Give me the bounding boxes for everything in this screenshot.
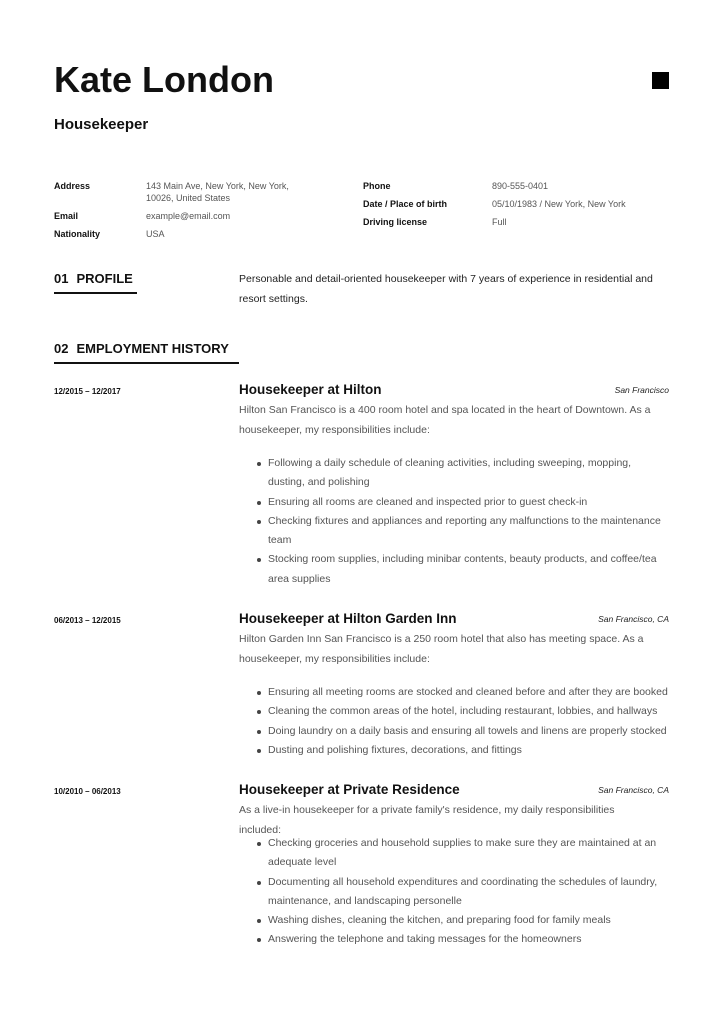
job-dates: 06/2013 – 12/2015 bbox=[54, 616, 121, 625]
decorative-square bbox=[652, 72, 669, 89]
detail-label: Date / Place of birth bbox=[363, 199, 448, 209]
detail-value-nationality: USA bbox=[146, 229, 165, 239]
job-responsibilities bbox=[268, 454, 670, 589]
list-item: Checking groceries and household supplies to make sure they are maintained at an adequate level bbox=[268, 834, 670, 873]
detail-row-birth bbox=[363, 198, 682, 210]
job-location: San Francisco, CA bbox=[598, 614, 669, 624]
detail-value-address: 143 Main Ave, New York, New York, 10026, United States bbox=[146, 181, 289, 203]
job-position: Housekeeper at Hilton bbox=[239, 382, 382, 397]
detail-label: Nationality bbox=[54, 229, 101, 239]
detail-row-license bbox=[363, 216, 682, 228]
section-number: 01 bbox=[54, 271, 69, 286]
detail-row-nationality bbox=[54, 228, 316, 240]
job-description: Hilton San Francisco is a 400 room hotel and spa located in the heart of Downtown. As a housekeeper, my responsibilities include: bbox=[239, 404, 651, 436]
profile-summary: Personable and detail-oriented housekeeper with 7 years of experience in residential and resort settings. bbox=[239, 273, 653, 305]
detail-label: Phone bbox=[363, 181, 391, 191]
list-item: Cleaning the common areas of the hotel, including restaurant, lobbies, and hallways bbox=[268, 702, 670, 721]
job-position: Housekeeper at Private Residence bbox=[239, 782, 460, 797]
list-item: Stocking room supplies, including minibar contents, beauty products, and coffee/tea area supplies bbox=[268, 550, 670, 589]
job-location: San Francisco bbox=[614, 385, 669, 395]
job-description: As a live-in housekeeper for a private family's residence, my daily responsibilities included: bbox=[239, 804, 615, 836]
section-title: EMPLOYMENT HISTORY bbox=[76, 341, 229, 356]
detail-value-phone: 890-555-0401 bbox=[492, 181, 549, 191]
detail-row-address bbox=[54, 180, 316, 204]
personal-details-left bbox=[54, 180, 316, 246]
section-number: 02 bbox=[54, 341, 69, 356]
list-item: Ensuring all rooms are cleaned and inspected prior to guest check-in bbox=[268, 493, 670, 512]
list-item: Dusting and polishing fixtures, decorations, and fittings bbox=[268, 741, 670, 760]
job-responsibilities bbox=[268, 834, 670, 950]
detail-label: Email bbox=[54, 211, 79, 221]
personal-details-right bbox=[363, 180, 682, 234]
employment-underline bbox=[54, 362, 239, 364]
job-dates: 12/2015 – 12/2017 bbox=[54, 387, 121, 396]
list-item: Ensuring all meeting rooms are stocked and cleaned before and after they are booked bbox=[268, 683, 670, 702]
detail-row-phone bbox=[363, 180, 682, 192]
list-item: Doing laundry on a daily basis and ensuring all towels and linens are properly stocked bbox=[268, 722, 670, 741]
profile-heading bbox=[54, 271, 133, 287]
detail-label: Address bbox=[54, 181, 91, 191]
job-dates: 10/2010 – 06/2013 bbox=[54, 787, 121, 796]
detail-row-email bbox=[54, 210, 316, 222]
list-item: Washing dishes, cleaning the kitchen, and preparing food for family meals bbox=[268, 911, 670, 930]
job-title: Housekeeper bbox=[54, 116, 149, 133]
list-item: Documenting all household expenditures and coordinating the schedules of laundry, maintenance, and landscaping personelle bbox=[268, 873, 670, 912]
profile-underline bbox=[54, 292, 137, 294]
detail-value-email: example@email.com bbox=[146, 211, 231, 221]
detail-label: Driving license bbox=[363, 217, 428, 227]
list-item: Answering the telephone and taking messages for the homeowners bbox=[268, 930, 670, 949]
resume-name: Kate London bbox=[54, 59, 274, 100]
job-description: Hilton Garden Inn San Francisco is a 250 room hotel that also has meeting space. As a housekeeper, my responsibilities include: bbox=[239, 633, 644, 665]
list-item: Following a daily schedule of cleaning activities, including sweeping, mopping, dusting, and polishing bbox=[268, 454, 670, 493]
detail-value-birth: 05/10/1983 / New York, New York bbox=[492, 199, 626, 209]
list-item: Checking fixtures and appliances and reporting any malfunctions to the maintenance team bbox=[268, 512, 670, 551]
job-responsibilities bbox=[268, 683, 670, 760]
detail-value-license: Full bbox=[492, 217, 507, 227]
section-title: PROFILE bbox=[76, 271, 133, 286]
employment-heading bbox=[54, 341, 229, 357]
job-location: San Francisco, CA bbox=[598, 785, 669, 795]
job-position: Housekeeper at Hilton Garden Inn bbox=[239, 611, 457, 626]
